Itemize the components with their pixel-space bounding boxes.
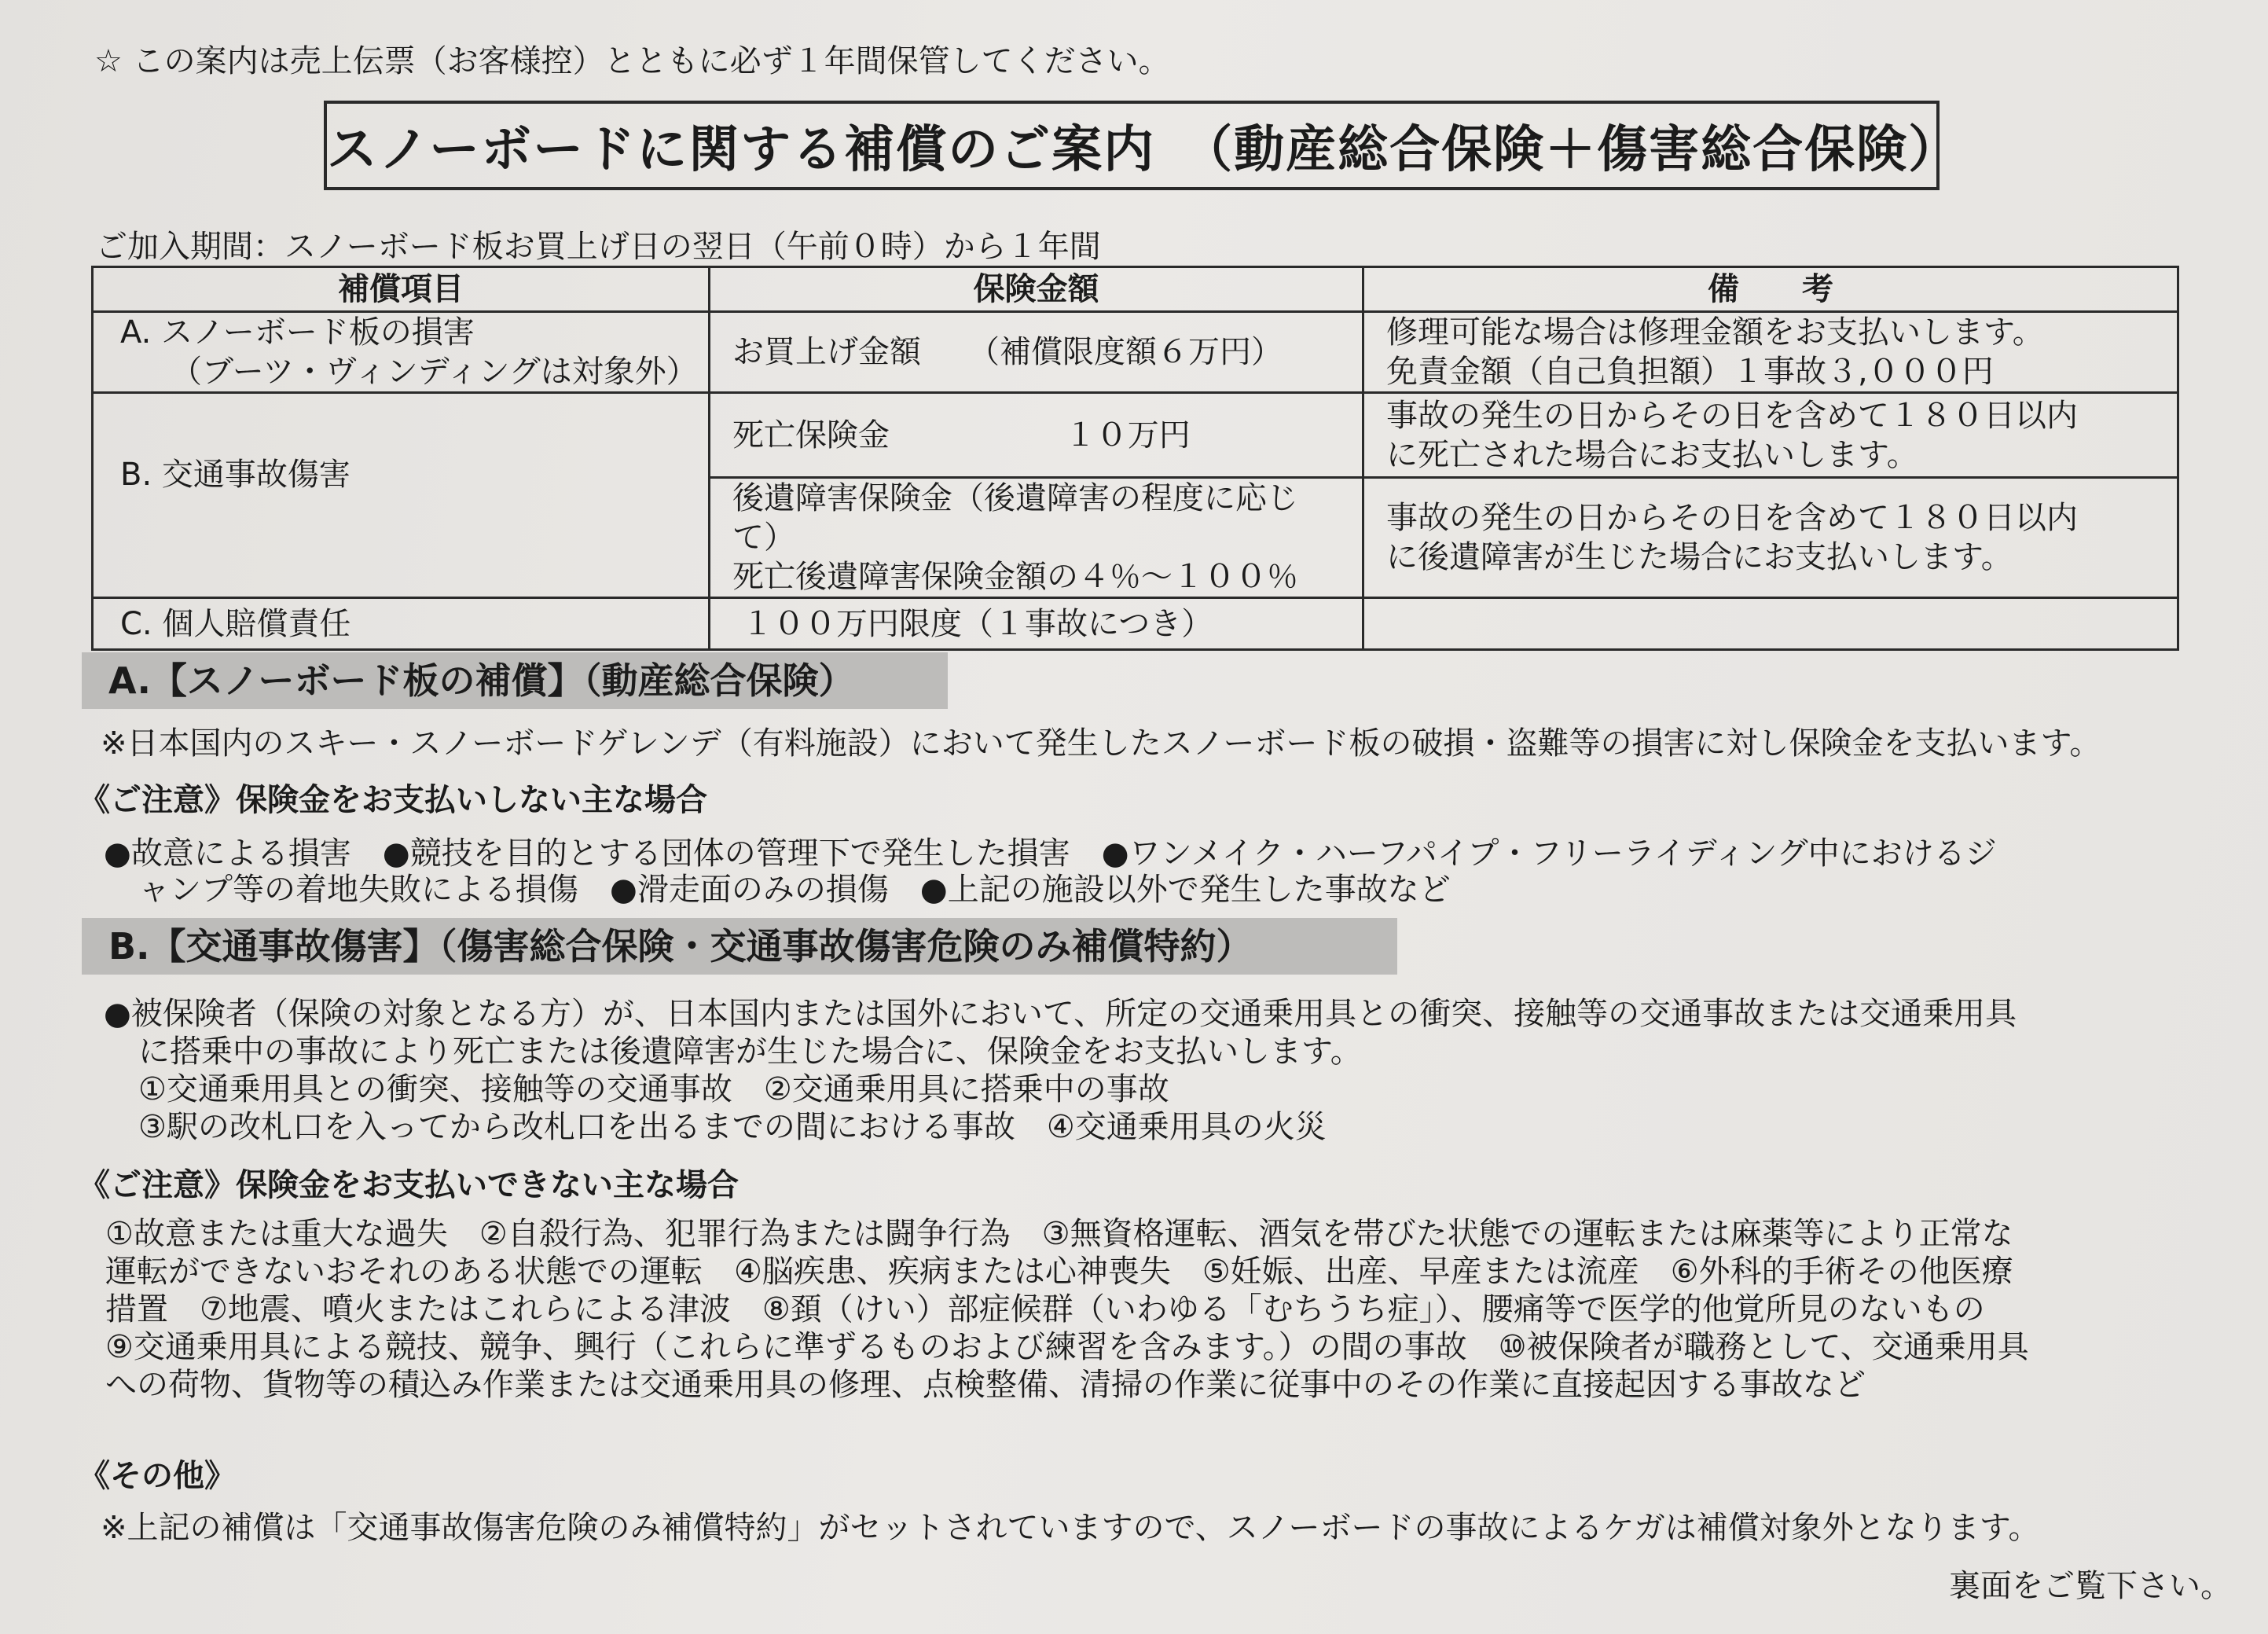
row-a-item-line1: A. スノーボード板の損害 bbox=[120, 314, 475, 351]
section-a-caution-heading: 《ご注意》保険金をお支払いしない主な場合 bbox=[79, 782, 707, 818]
row-a-item-line2: （ブーツ・ヴィンディングは対象外） bbox=[171, 354, 698, 390]
row-b-disability-line2: 死亡後遺障害保険金額の４％～１００％ bbox=[732, 559, 1298, 595]
section-b-caution-line3: 措置 ⑦地震、噴火またはこれらによる津波 ⑧頚（けい）部症候群（いわゆる「むちうち症」）、腰痛等で医学的他覚所見のないもの bbox=[105, 1291, 1985, 1327]
section-a-heading: A.【スノーボード板の補償】（動産総合保険） bbox=[82, 652, 948, 709]
row-b-death-amount-cell bbox=[710, 393, 1363, 478]
table-row-c bbox=[93, 598, 2178, 650]
section-b-body-line1: ●被保険者（保険の対象となる方）が、日本国内または国外において、所定の交通乗用具との衝突、接触等の交通事故または交通乗用具 bbox=[104, 996, 2017, 1032]
coverage-table bbox=[91, 266, 2179, 651]
row-b-death-note-line2: に死亡された場合にお支払いします。 bbox=[1386, 436, 1918, 473]
row-a-amount: お買上げ金額 （補償限度額６万円） bbox=[710, 312, 1363, 393]
other-heading: 《その他》 bbox=[79, 1458, 236, 1494]
row-a-note bbox=[1363, 312, 2178, 393]
document-title: スノーボードに関する補償のご案内 （動産総合保険＋傷害総合保険） bbox=[327, 121, 1961, 179]
retention-note: ☆ この案内は売上伝票（お客様控）とともに必ず１年間保管してください。 bbox=[94, 43, 1170, 79]
section-b-body-line3: ①交通乗用具との衝突、接触等の交通事故 ②交通乗用具に搭乗中の事故 bbox=[138, 1071, 1169, 1107]
row-b-disability-note-line2: に後遺障害が生じた場合にお支払いします。 bbox=[1386, 539, 2013, 575]
table-header-row bbox=[93, 267, 2178, 312]
section-b-caution-line5: への荷物、貨物等の積込み作業または交通乗用具の修理、点検整備、清掃の作業に従事中のその作業に直接起因する事故など bbox=[105, 1367, 1866, 1403]
row-b-disability-amount bbox=[710, 478, 1363, 598]
section-a-caution-line1: ●故意による損害 ●競技を目的とする団体の管理下で発生した損害 ●ワンメイク・ハーフパイプ・フリーライディング中におけるジ bbox=[104, 835, 1997, 872]
row-b-item: B. 交通事故傷害 bbox=[93, 393, 710, 598]
row-a-note-line1: 修理可能な場合は修理金額をお支払いします。 bbox=[1386, 314, 2044, 351]
section-b-caution-heading: 《ご注意》保険金をお支払いできない主な場合 bbox=[79, 1167, 739, 1203]
section-b-body-line2: に搭乗中の事故により死亡または後遺障害が生じた場合に、保険金をお支払いします。 bbox=[138, 1034, 1362, 1070]
row-b-disability-note-line1: 事故の発生の日からその日を含めて１８０日以内 bbox=[1386, 500, 2078, 536]
section-b-body-line4: ③駅の改札口を入ってから改札口を出るまでの間における事故 ④交通乗用具の火災 bbox=[138, 1109, 1327, 1145]
section-b-caution-line2: 運転ができないおそれのある状態での運転 ④脳疾患、疾病または心神喪失 ⑤妊娠、出産、早産または流産 ⑥外科的手術その他医療 bbox=[105, 1254, 2013, 1290]
row-b-disability-line1: 後遺障害保険金（後遺障害の程度に応じて） bbox=[732, 480, 1298, 556]
row-c-amount: １００万円限度（１事故につき） bbox=[710, 598, 1363, 650]
section-b-caution-line1: ①故意または重大な過失 ②自殺行為、犯罪行為または闘争行為 ③無資格運転、酒気を帯びた状態での運転または麻薬等により正常な bbox=[105, 1216, 2013, 1252]
header-item: 補償項目 bbox=[93, 267, 710, 312]
row-b-death-amount: １０万円 bbox=[1064, 417, 1191, 453]
row-b-death-note-line1: 事故の発生の日からその日を含めて１８０日以内 bbox=[1386, 397, 2078, 434]
other-body: ※上記の補償は「交通事故傷害危険のみ補償特約」がセットされていますので、スノーボードの事故によるケガは補償対象外となります。 bbox=[101, 1510, 2040, 1546]
table-row-b-death bbox=[93, 393, 2178, 478]
row-b-death-label: 死亡保険金 bbox=[732, 417, 890, 453]
section-a-caution-line2: ャンプ等の着地失敗による損傷 ●滑走面のみの損傷 ●上記の施設以外で発生した事故など bbox=[138, 872, 1451, 908]
table-row-a bbox=[93, 312, 2178, 393]
row-c-note bbox=[1363, 598, 2178, 650]
header-note: 備 考 bbox=[1363, 267, 2178, 312]
row-c-item: C. 個人賠償責任 bbox=[93, 598, 710, 650]
row-b-disability-note bbox=[1363, 478, 2178, 598]
see-reverse-note: 裏面をご覧下さい。 bbox=[1949, 1568, 2232, 1604]
section-b-caution-line4: ⑨交通乗用具による競技、競争、興行（これらに準ずるものおよび練習を含みます。）の間の事故 ⑩被保険者が職務として、交通乗用具 bbox=[105, 1329, 2029, 1365]
section-a-body: ※日本国内のスキー・スノーボードゲレンデ（有料施設）において発生したスノーボード板の破損・盗難等の損害に対し保険金を支払います。 bbox=[101, 725, 2101, 762]
row-a-item bbox=[93, 312, 710, 393]
row-a-note-line2: 免責金額（自己負担額）１事故３,０００円 bbox=[1386, 354, 1994, 390]
document-title-box bbox=[324, 101, 1961, 190]
header-amount: 保険金額 bbox=[710, 267, 1363, 312]
row-b-death-note bbox=[1363, 393, 2178, 478]
section-b-heading: B.【交通事故傷害】（傷害総合保険・交通事故傷害危険のみ補償特約） bbox=[82, 918, 1397, 975]
coverage-period: ご加入期間：スノーボード板お買上げ日の翌日（午前０時）から１年間 bbox=[96, 229, 1101, 265]
